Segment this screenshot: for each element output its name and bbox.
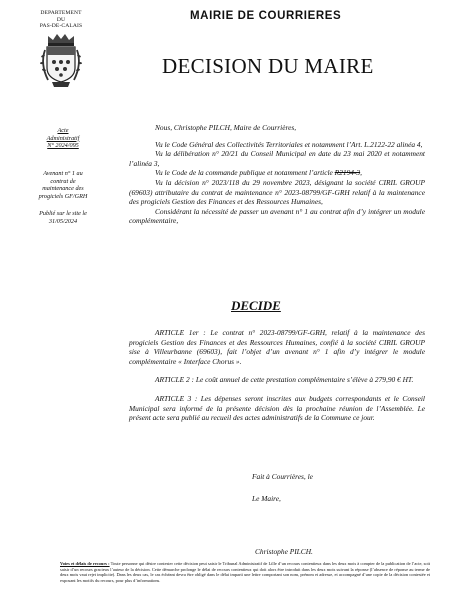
articles [129, 328, 425, 423]
acte-reference [27, 127, 99, 150]
vu-paragraph: Vu le Code de la commande publique et notamment l’article R2194-3, [155, 168, 362, 178]
department-header [30, 10, 92, 30]
decision-body [129, 123, 425, 226]
signature-role: Le Maire, [252, 494, 281, 503]
acte-type: Administratif [46, 134, 80, 142]
department-line: DU [56, 16, 66, 23]
article-1: ARTICLE 1er : Le contrat n° 2023-08799/GF-GRH, relatif à la maintenance des progiciels Gestion des Finances et des Ressources Humaines, confié à la société CIRIL GROUP sise à Villeurbanne (69603), fait l’objet d’un avenant n° 1 afin d’y intégrer le module complémentaire « Interface Chorus ». [129, 328, 425, 366]
page-title: DECISION DU MAIRE [162, 54, 374, 78]
recourse-notice [60, 561, 430, 583]
coat-of-arms-icon [38, 32, 84, 88]
signature-place: Fait à Courrières, le [252, 472, 313, 481]
department-line: PAS-DE-CALAIS [39, 23, 83, 30]
department-line: DEPARTEMENT [40, 10, 82, 16]
vu-paragraph: Vu la décision n° 2023/118 du 29 novembre 2023, désignant la société CIRIL GROUP (69603) attributaire du contrat de maintenance n° 2023-08799/GF-GRH relatif à la maintenance des progiciels Gestion des Finances et des Ressources Humaines, [129, 177, 425, 207]
publication-note [27, 210, 99, 225]
article-2: ARTICLE 2 : Le coût annuel de cette prestation complémentaire s’élève à 279,90 € HT. [155, 375, 414, 385]
decide-heading: DECIDE [231, 298, 281, 313]
signature-name: Christophe PILCH. [255, 547, 313, 556]
considerant-paragraph: Considérant la nécessité de passer un avenant n° 1 au contrat afin d’y intégrer un module complémentaire, [129, 206, 425, 226]
acte-number: N° 2024/095 [47, 142, 79, 150]
vu-paragraph: Vu la délibération n° 20/21 du Conseil Municipal en date du 23 mai 2020 et notamment l’alinéa 3, [129, 149, 425, 168]
acte-label: Acte [57, 127, 69, 134]
subject-line: maintenance des [42, 185, 84, 193]
subject-line: contrat de [50, 177, 76, 185]
recourse-text: Toute personne qui désire contester cette décision peut saisir le Tribunal Administratif de Lille d’un recours contentieux dans les deux mois à compter de la publication de l’acte, soit saisir d’un recours gracieux l’auteur de la décision. Cette démarche prolonge le délai de recours contentieux qui doit alors être introduit dans les deux mois suivant la réponse (l’absence de réponse au terme de deux mois vaut rejet implicite). Dans les deux cas, le cas échéant devra être obligé dans le délai imparti une lettre comportant son nom, prénom et adresse, et accompagné d’une copie de la décision contestée et exposant les motifs du recours, pour plus d’informations. [60, 561, 430, 583]
publication-line: Publié sur le site le [39, 210, 87, 217]
mairie-heading: MAIRIE DE COURRIERES [190, 10, 342, 22]
vu-text: Vu le Code de la commande publique et notamment l’article [155, 168, 333, 178]
recourse-label: Voies et délais de recours : [60, 561, 110, 566]
vu-paragraph: Vu le Code Général des Collectivités Territoriales et notamment l’Art. L.2122-22 alinéa 4, [155, 139, 423, 149]
article-3: ARTICLE 3 : Les dépenses seront inscrites aux budgets correspondants et le Conseil Municipal sera informé de la présente décision dès la prochaine réunion de l’Assemblée. Le présent acte sera publié au recueil des actes administratifs de la Commune ce jour. [129, 393, 425, 423]
acte-subject [27, 170, 99, 200]
publication-line: 31/05/2024 [48, 217, 78, 225]
subject-line: progiciels GF/GRH [38, 192, 88, 200]
struck-article: R2194-3 [334, 168, 361, 178]
subject-line: Avenant n° 1 au [43, 170, 83, 177]
intro-text: Nous, Christophe PILCH, Maire de Courrières, [155, 123, 297, 132]
